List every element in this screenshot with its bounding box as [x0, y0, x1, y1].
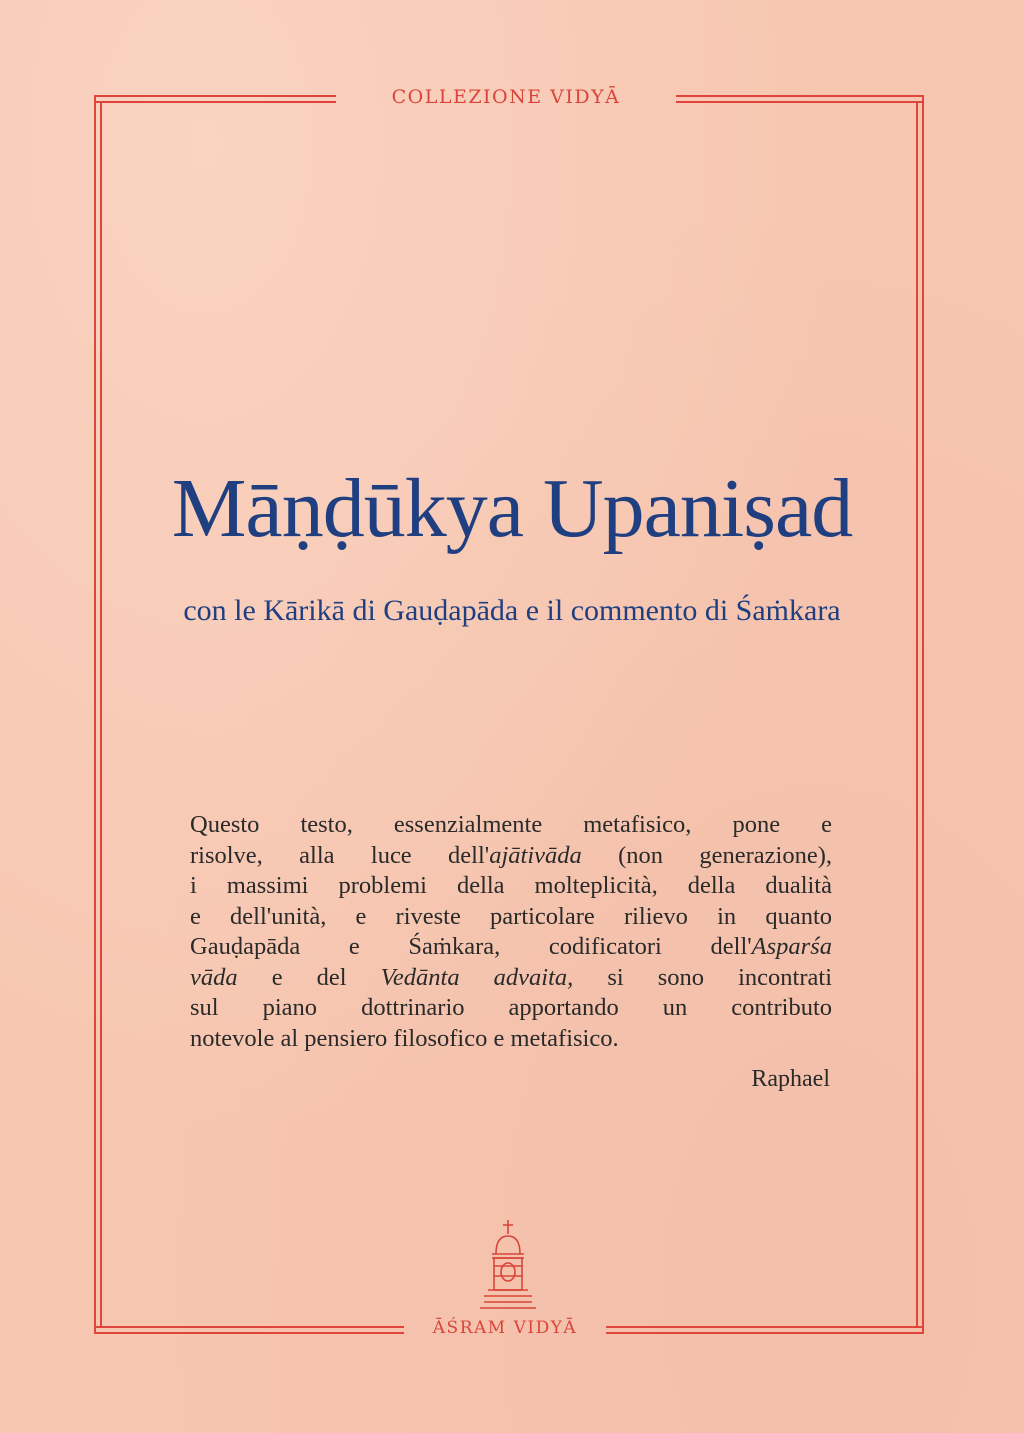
blurb-author: Raphael [751, 1066, 830, 1092]
publisher-name: ĀŚRAM VIDYĀ [432, 1318, 578, 1338]
frame-line [94, 95, 336, 97]
series-name: COLLEZIONE VIDYĀ [391, 86, 621, 108]
frame-line [94, 101, 336, 103]
blurb-italic-segment: vāda [190, 963, 238, 991]
temple-emblem-icon [478, 1218, 538, 1313]
blurb-line [190, 932, 832, 963]
back-cover-blurb [190, 810, 832, 1054]
frame-line [606, 1326, 924, 1328]
blurb-segment: Questo testo, essenzialmente metafisico, pone e [190, 811, 832, 838]
blurb-segment: e dell'unità, e riveste particolare rilievo in quanto [190, 902, 832, 930]
book-subtitle: con le Kārikā di Gauḍapāda e il commento di Śaṁkara [183, 594, 841, 627]
blurb-line [190, 963, 832, 994]
frame-line [100, 101, 102, 1328]
blurb-segment: Gauḍapāda e Śaṁkara, codificatori dell' [190, 933, 752, 960]
blurb-italic-segment: ajātivāda [489, 841, 582, 869]
blurb-segment: risolve, alla luce dell' [190, 841, 490, 869]
blurb-italic-segment: Vedānta advaita, [380, 963, 574, 991]
blurb-line [190, 1024, 832, 1055]
frame-line [922, 95, 924, 1334]
frame-line [94, 1332, 404, 1334]
blurb-segment: si sono incontrati [573, 963, 833, 991]
blurb-segment: (non generazione), [581, 841, 832, 869]
blurb-segment: notevole al pensiero filosofico e metafisico. [190, 1024, 619, 1052]
blurb-line [190, 902, 832, 933]
frame-line [606, 1332, 924, 1334]
frame-line [94, 1326, 404, 1328]
frame-line [676, 101, 924, 103]
blurb-segment: e del [237, 963, 381, 991]
blurb-line [190, 993, 832, 1024]
blurb-line [190, 841, 832, 872]
blurb-line [190, 810, 832, 841]
blurb-segment: sul piano dottrinario apportando un contributo [190, 994, 832, 1021]
frame-line [916, 101, 918, 1328]
blurb-segment: i massimi problemi della molteplicità, della dualità [190, 872, 832, 899]
blurb-italic-segment: Asparśa [751, 933, 832, 960]
frame-line [94, 95, 96, 1334]
frame-line [676, 95, 924, 97]
blurb-line [190, 871, 832, 902]
book-title: Māṇḍūkya Upaniṣad [171, 462, 853, 555]
